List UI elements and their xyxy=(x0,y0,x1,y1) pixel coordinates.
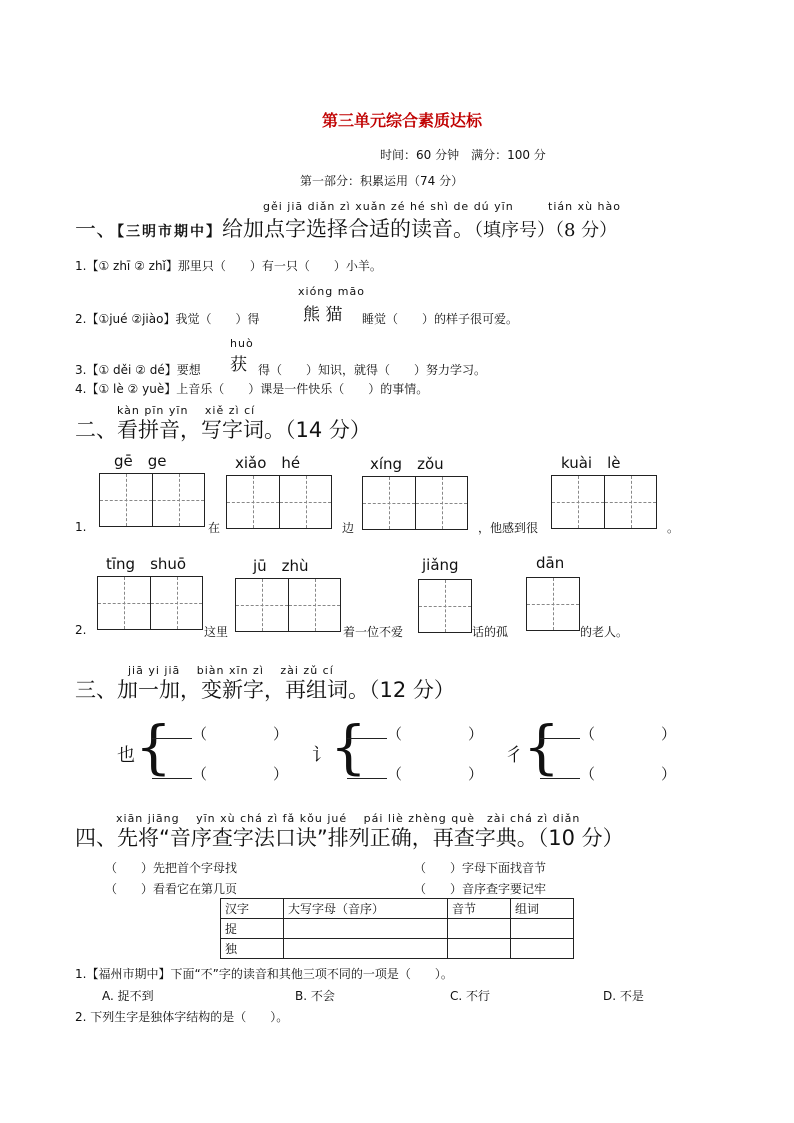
s4-step-3: （ ）看看它在第几页 xyxy=(105,882,238,896)
table-header: 汉字 xyxy=(221,899,284,919)
s1-pinyin: gěi jiā diǎn zì xuǎn zé hé shì de dú yīn xyxy=(263,200,514,213)
writing-grid[interactable] xyxy=(235,578,341,632)
table-cell[interactable] xyxy=(284,919,448,939)
table-cell[interactable] xyxy=(448,939,511,959)
part-one-heading: 第一部分：积累运用（74 分） xyxy=(300,174,464,188)
table-row xyxy=(221,939,574,959)
answer-row[interactable]: （ ） xyxy=(152,762,288,784)
s1-q2-start: 2.【①jué ②jiào】我觉（ ）得 xyxy=(75,312,260,326)
table-header: 音节 xyxy=(448,899,511,919)
table-header: 组词 xyxy=(511,899,574,919)
answer-row[interactable]: （ ） xyxy=(152,722,288,744)
s1-q2-pinyin: xióng māo xyxy=(298,285,365,298)
writing-grid[interactable] xyxy=(362,476,468,530)
table-cell: 独 xyxy=(221,939,284,959)
radical-yan: 讠 xyxy=(312,745,330,766)
s1-tag: 【三明市期中】 xyxy=(117,224,222,240)
s4-step-1: （ ）先把首个字母找 xyxy=(105,861,238,875)
s4-step-4: （ ）音序查字要记牢 xyxy=(414,882,547,896)
s2-r2-py-3: jiǎng xyxy=(422,556,459,574)
s4-step-2: （ ）字母下面找音节 xyxy=(414,861,547,875)
s2-r2-txt-2: 着一位不爱 xyxy=(343,625,404,639)
s2-r2-py-1: tīng shuō xyxy=(106,555,187,573)
brace-icon: { xyxy=(523,713,560,781)
s1-q1: 1.【① zhī ② zhǐ】那里只（ ）有一只（ ）小羊。 xyxy=(75,259,382,273)
table-cell[interactable] xyxy=(511,919,574,939)
s2-r1-txt-1: 在 xyxy=(208,521,221,535)
answer-blank[interactable] xyxy=(540,762,580,779)
table-cell: 捉 xyxy=(221,919,284,939)
s2-r1-py-2: xiǎo hé xyxy=(235,454,301,472)
s2-r2-py-4: dān xyxy=(536,554,565,572)
s2-r1-py-3: xíng zǒu xyxy=(370,455,444,473)
s1-q3-pinyin: huò xyxy=(230,337,254,350)
brace-icon: { xyxy=(135,713,172,781)
s4-pinyin: xiān jiāng yīn xù chá zì fǎ kǒu jué pái liè zhèng què zài chá zì diǎn xyxy=(116,812,581,825)
s2-r1-txt-2: 边 xyxy=(342,521,355,535)
s1-text: 给加点字选择合适的读音。 xyxy=(222,217,474,241)
answer-blank[interactable] xyxy=(347,762,387,779)
s1-q3-start: 3.【① děi ② dé】要想 xyxy=(75,363,201,377)
option-d[interactable]: D. 不是 xyxy=(603,989,644,1003)
s1-paren: （填序号）（8 分） xyxy=(474,220,618,241)
brace-icon: { xyxy=(330,713,367,781)
time-info: 时间：60 分钟 满分：100 分 xyxy=(380,148,546,162)
s2-r2-txt-1: 这里 xyxy=(204,625,229,639)
s1-q3-char: 获 xyxy=(230,355,247,375)
answer-blank[interactable] xyxy=(152,762,192,779)
s2-r1-txt-4: 。 xyxy=(667,521,680,535)
s2-r1-txt-3: ，他感到很 xyxy=(478,521,539,535)
writing-grid[interactable] xyxy=(97,576,203,630)
table-cell[interactable] xyxy=(448,919,511,939)
writing-grid[interactable] xyxy=(99,473,205,527)
answer-row[interactable]: （ ） xyxy=(540,722,676,744)
s2-r1-py-1: gē ge xyxy=(114,452,167,470)
writing-grid[interactable] xyxy=(418,579,472,633)
option-a[interactable]: A. 捉不到 xyxy=(102,989,154,1003)
writing-grid[interactable] xyxy=(226,475,332,529)
section-3-heading: 三、加一加，变新字，再组词。（12 分） xyxy=(75,678,455,702)
table-cell[interactable] xyxy=(511,939,574,959)
s1-q2-end: 睡觉（ ）的样子很可爱。 xyxy=(362,312,519,326)
table-header-row xyxy=(221,899,574,919)
s1-q3-end: 得（ ）知识，就得（ ）努力学习。 xyxy=(258,363,487,377)
s2-r2-txt-4: 的老人。 xyxy=(580,625,629,639)
radical-chi: 彳 xyxy=(505,745,523,766)
option-c[interactable]: C. 不行 xyxy=(450,989,491,1003)
s1-num: 一、 xyxy=(75,217,117,241)
page-title: 第三单元综合素质达标 xyxy=(322,111,483,130)
writing-grid[interactable] xyxy=(551,475,657,529)
writing-grid[interactable] xyxy=(526,577,580,631)
option-b[interactable]: B. 不会 xyxy=(295,989,335,1003)
section-4-heading: 四、先将“音序查字法口诀”排列正确，再查字典。（10 分） xyxy=(75,826,624,850)
answer-blank[interactable] xyxy=(152,722,192,739)
s2-r1-py-4: kuài lè xyxy=(561,454,621,472)
answer-blank[interactable] xyxy=(540,722,580,739)
answer-row[interactable]: （ ） xyxy=(347,762,483,784)
s2-pinyin: kàn pīn yīn xiě zì cí xyxy=(117,404,256,417)
table-header: 大写字母（音序） xyxy=(284,899,448,919)
s1-q4: 4.【① lè ② yuè】上音乐（ ）课是一件快乐（ ）的事情。 xyxy=(75,382,429,396)
s2-r2-py-2: jū zhù xyxy=(253,557,309,575)
s1-q2-chars: 熊 猫 xyxy=(303,305,343,325)
table-row xyxy=(221,919,574,939)
s4-q1: 1.【福州市期中】下面“不”字的读音和其他三项不同的一项是（ ）。 xyxy=(75,967,453,981)
s2-r2-txt-3: 话的孤 xyxy=(472,625,509,639)
dictionary-table xyxy=(220,898,574,959)
section-1-heading xyxy=(75,213,617,243)
section-2-heading: 二、看拼音，写字词。（14 分） xyxy=(75,418,371,442)
s3-pinyin: jiā yi jiā biàn xīn zì zài zǔ cí xyxy=(128,664,334,677)
radical-ye: 也 xyxy=(117,745,135,766)
s1-pinyin-2: tián xù hào xyxy=(548,200,621,213)
answer-row[interactable]: （ ） xyxy=(540,762,676,784)
answer-blank[interactable] xyxy=(347,722,387,739)
s2-r1-num: 1. xyxy=(75,520,87,534)
s4-q2: 2. 下列生字是独体字结构的是（ ）。 xyxy=(75,1010,289,1024)
answer-row[interactable]: （ ） xyxy=(347,722,483,744)
s2-r2-num: 2. xyxy=(75,623,87,637)
table-cell[interactable] xyxy=(284,939,448,959)
